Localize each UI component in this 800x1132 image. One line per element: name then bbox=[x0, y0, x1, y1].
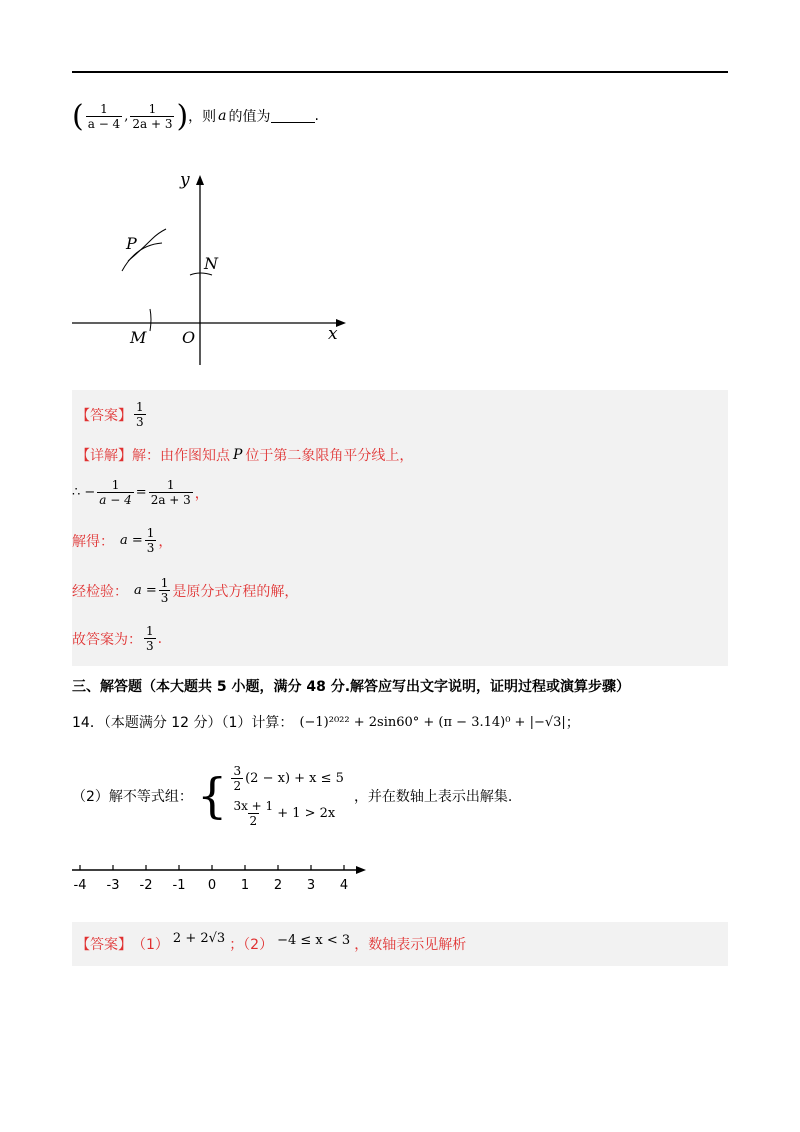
text-then: ，则 bbox=[188, 109, 217, 125]
step1-left-numerator: 1 bbox=[111, 478, 120, 492]
y-label: y bbox=[180, 170, 190, 190]
detail-var-p: P bbox=[233, 447, 243, 463]
inequality-1-numerator: 3 bbox=[233, 764, 242, 778]
left-paren: ( bbox=[72, 98, 84, 134]
right-paren: ) bbox=[176, 98, 189, 134]
solve-denominator: 3 bbox=[146, 541, 155, 555]
step1-end: ， bbox=[194, 485, 209, 502]
check-denominator: 3 bbox=[160, 591, 169, 605]
final-label: 故答案为： bbox=[72, 631, 142, 648]
inequality-2-numerator: 3x + 1 bbox=[233, 799, 274, 813]
solve-fraction bbox=[145, 526, 157, 555]
number-line-tick-label: -3 bbox=[106, 878, 120, 893]
arc-m bbox=[150, 309, 151, 331]
answer-2-part1-label: （1） bbox=[132, 937, 169, 953]
answer-blank bbox=[271, 110, 315, 123]
q14-part2 bbox=[72, 760, 512, 832]
comma: , bbox=[124, 108, 129, 124]
header-rule bbox=[72, 71, 728, 73]
q14-part2-tail: ，并在数轴上表示出解集. bbox=[353, 789, 513, 805]
n-label: N bbox=[204, 254, 218, 273]
system-brace: { bbox=[196, 768, 228, 824]
number-line-tick-label: 0 bbox=[207, 878, 217, 893]
section-3-heading: 三、解答题（本大题共 5 小题，满分 48 分.解答应写出文字说明，证明过程或演算步骤） bbox=[72, 679, 631, 695]
fraction-2 bbox=[130, 102, 174, 131]
problem-13-tail bbox=[72, 96, 319, 136]
answer-box-1 bbox=[72, 390, 728, 666]
number-line-arrow bbox=[356, 866, 366, 874]
q14-expression: (−1)²⁰²² + 2sin60° + (π − 3.14)⁰ + |−√3| bbox=[299, 714, 566, 730]
check-fraction bbox=[159, 576, 171, 605]
solve-line bbox=[72, 526, 172, 555]
number-line bbox=[70, 860, 370, 896]
fraction-1 bbox=[86, 102, 122, 131]
number-line-ticks bbox=[74, 865, 349, 893]
answer-numerator: 1 bbox=[136, 400, 144, 414]
final-fraction bbox=[144, 624, 156, 653]
inequality-2-fraction bbox=[231, 799, 275, 828]
step1-right-numerator: 1 bbox=[166, 478, 175, 492]
solve-var: a = bbox=[120, 533, 143, 548]
final-denominator: 3 bbox=[146, 639, 154, 653]
answer-fraction bbox=[134, 400, 146, 429]
answer-box-2 bbox=[72, 922, 728, 966]
answer-2-tail: ，数轴表示见解析 bbox=[354, 937, 467, 953]
answer-denominator: 3 bbox=[136, 415, 144, 429]
check-text: 是原分式方程的解， bbox=[172, 583, 299, 600]
inequality-2-denominator: 2 bbox=[249, 814, 258, 828]
q14-prefix: 14．（本题满分 12 分）（1）计算： bbox=[72, 715, 294, 731]
check-line bbox=[72, 576, 298, 605]
number-line-tick-label: -4 bbox=[73, 878, 87, 893]
step1-equals: = bbox=[135, 485, 147, 500]
inequality-1 bbox=[229, 764, 343, 793]
step1-right-denominator: 2a + 3 bbox=[150, 493, 191, 507]
answer-2-line bbox=[76, 930, 467, 954]
solve-numerator: 1 bbox=[146, 526, 155, 540]
number-line-tick-label: -2 bbox=[139, 878, 153, 893]
inequality-system bbox=[229, 764, 343, 828]
inequality-2 bbox=[229, 799, 343, 828]
detail-text-a: 解：由作图知点 bbox=[132, 448, 230, 464]
m-label: M bbox=[130, 328, 147, 347]
fraction-1-denominator: a − 4 bbox=[87, 116, 121, 131]
inequality-1-fraction bbox=[231, 764, 243, 793]
step1-right-fraction bbox=[149, 478, 193, 507]
answer-1-line bbox=[76, 400, 148, 429]
number-line-tick-label: 1 bbox=[240, 878, 250, 893]
solve-label: 解得： bbox=[72, 533, 114, 550]
variable-a: a bbox=[218, 108, 227, 124]
q14-part2-label: （2）解不等式组： bbox=[72, 789, 193, 805]
final-numerator: 1 bbox=[146, 624, 154, 638]
check-var: a = bbox=[134, 583, 157, 598]
inequality-1-denominator: 2 bbox=[233, 779, 242, 793]
fraction-2-denominator: 2a + 3 bbox=[132, 116, 173, 131]
step1-left-fraction bbox=[97, 478, 133, 507]
coordinate-figure bbox=[66, 165, 356, 370]
step1-left-denominator: a − 4 bbox=[99, 493, 132, 507]
solve-end: ， bbox=[158, 533, 173, 550]
detail-line bbox=[76, 445, 413, 465]
inequality-2-rest: + 1 > 2x bbox=[277, 806, 336, 821]
period: . bbox=[314, 108, 319, 124]
step1-line bbox=[72, 478, 209, 507]
check-numerator: 1 bbox=[160, 576, 169, 590]
fraction-2-numerator: 1 bbox=[148, 101, 157, 116]
answer-2-tag: 【答案】 bbox=[76, 937, 132, 953]
number-line-tick-label: -1 bbox=[172, 878, 186, 893]
answer-tag: 【答案】 bbox=[76, 407, 132, 424]
o-label: O bbox=[182, 328, 196, 347]
inequality-1-rest: (2 − x) + x ≤ 5 bbox=[245, 771, 344, 786]
p-label: P bbox=[126, 234, 137, 253]
final-end: . bbox=[157, 630, 163, 647]
number-line-tick-label: 3 bbox=[306, 878, 316, 893]
fraction-1-numerator: 1 bbox=[100, 101, 108, 116]
check-label: 经检验： bbox=[72, 583, 128, 600]
step1-prefix: ∴ − bbox=[72, 485, 96, 500]
detail-tag: 【详解】 bbox=[76, 448, 132, 464]
text-value-is: 的值为 bbox=[228, 109, 271, 125]
q14-expr-end: ； bbox=[565, 715, 580, 731]
number-line-tick-label: 4 bbox=[339, 878, 349, 893]
detail-text-b: 位于第二象限角平分线上， bbox=[245, 448, 414, 464]
answer-2-part2-value: −4 ≤ x < 3 bbox=[277, 932, 351, 948]
number-line-tick-label: 2 bbox=[273, 878, 283, 893]
y-axis-arrow bbox=[196, 175, 204, 185]
answer-2-part1-value: 2 + 2√3 bbox=[172, 930, 226, 946]
x-label: x bbox=[328, 324, 338, 344]
arc-n bbox=[190, 273, 212, 275]
final-line bbox=[72, 624, 162, 653]
answer-2-separator: ；（2） bbox=[229, 937, 274, 953]
q14-part1 bbox=[72, 712, 580, 732]
